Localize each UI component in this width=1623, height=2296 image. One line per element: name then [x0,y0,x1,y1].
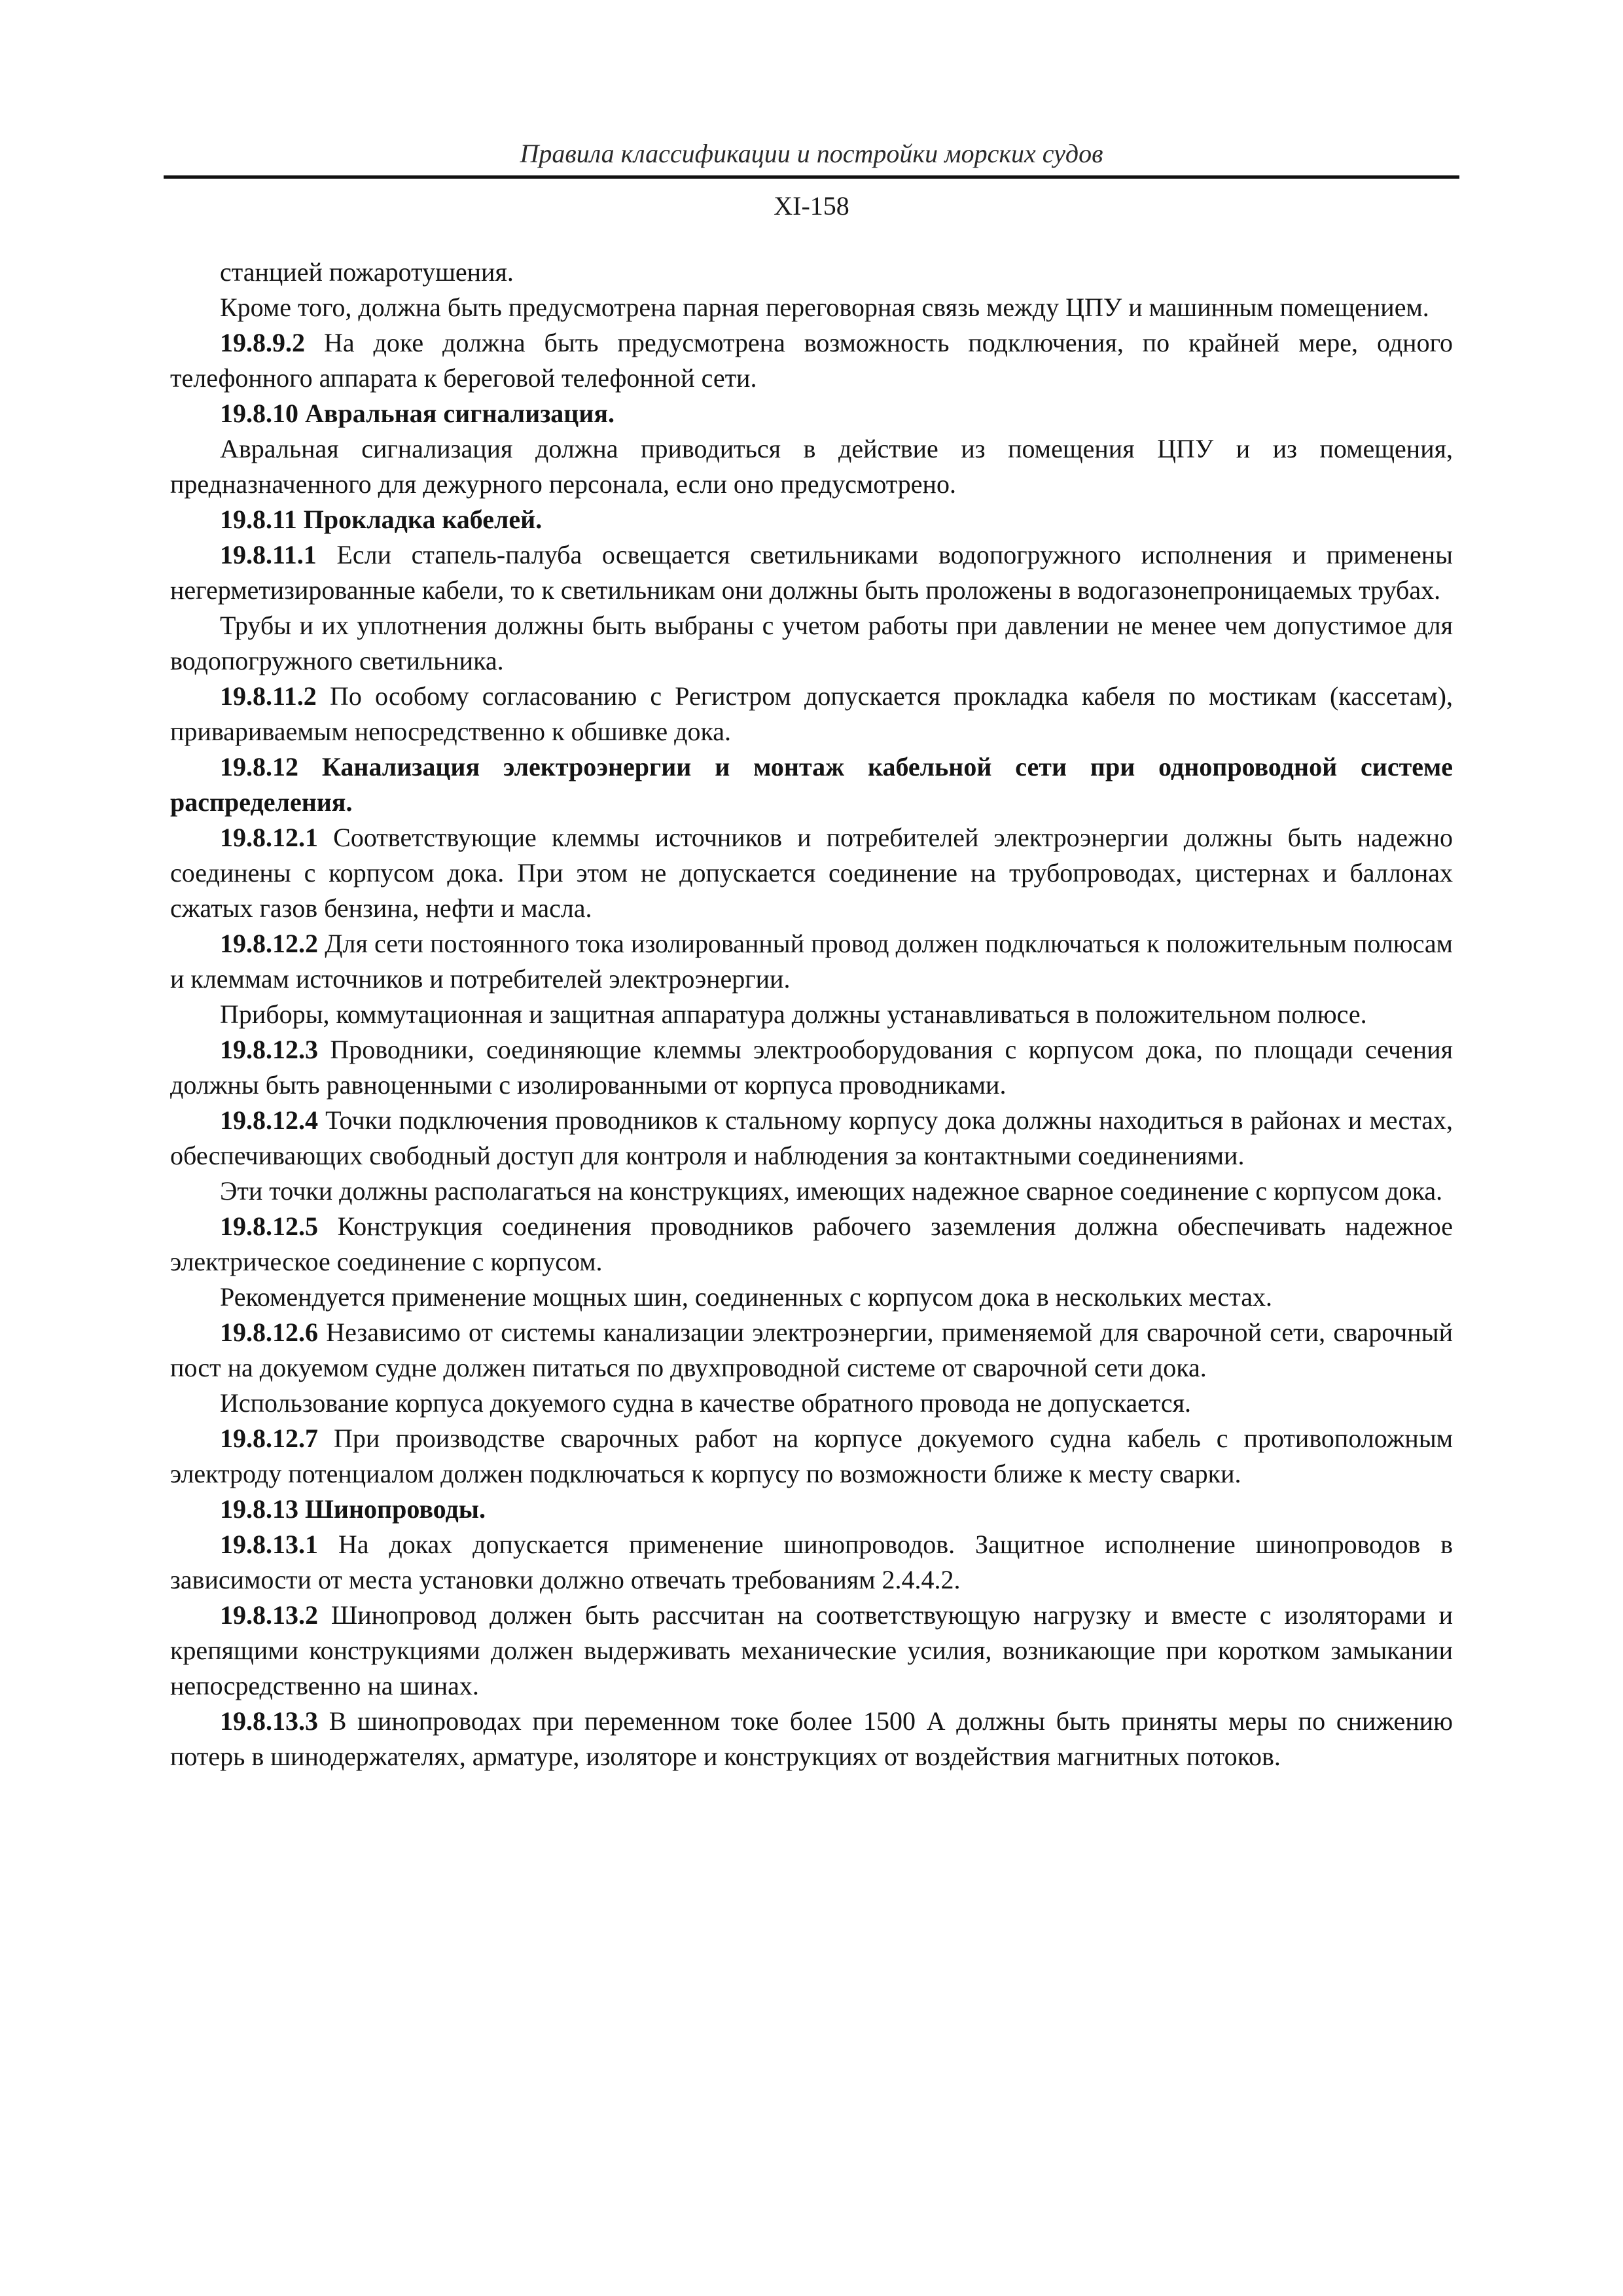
paragraph-text: По особому согласованию с Регистром допускается прокладка кабеля по мостикам (кассетам), привариваемым непосредственно к обшивке дока. [170,681,1453,746]
paragraph [170,325,1453,396]
paragraph [170,1174,1453,1209]
paragraph [170,820,1453,926]
clause-number: 19.8.12.7 [220,1424,318,1453]
clause-number: 19.8.12.4 [220,1105,318,1135]
paragraph [170,1421,1453,1492]
paragraph-text: Для сети постоянного тока изолированный провод должен подключаться к положительным полюсам и клеммам источников и потребителей электроэнергии. [170,929,1453,994]
paragraph-text: Конструкция соединения проводников рабочего заземления должна обеспечивать надежное электрическое соединение с корпусом. [170,1211,1453,1276]
header-rule [164,175,1459,179]
paragraph [170,1598,1453,1704]
paragraph [170,537,1453,608]
clause-number: 19.8.12.5 [220,1211,318,1241]
paragraph [170,1209,1453,1280]
paragraph [170,1032,1453,1103]
clause-number: 19.8.13.1 [220,1530,318,1559]
clause-number: 19.8.12.3 [220,1035,318,1064]
paragraph-text: Трубы и их уплотнения должны быть выбраны с учетом работы при давлении не менее чем допустимое для водопогружного светильника. [170,611,1453,675]
paragraph [170,679,1453,749]
clause-number: 19.8.12.2 [220,929,318,958]
section-heading: 19.8.10 Авральная сигнализация. [220,399,615,428]
paragraph [170,1315,1453,1386]
page-number: XI-158 [774,191,849,221]
paragraph [170,1386,1453,1421]
clause-number: 19.8.11.1 [220,540,317,569]
clause-number: 19.8.11.2 [220,681,317,711]
clause-number: 19.8.12.1 [220,823,318,852]
paragraph-text: Соответствующие клеммы источников и потребителей электроэнергии должны быть надежно соединены с корпусом дока. При этом не допускается соединение на трубопроводах, цистернах и баллонах сжатых газов бензина, нефти и масла. [170,823,1454,923]
paragraph [170,431,1453,502]
paragraph [170,1280,1453,1315]
clause-number: 19.8.13.3 [220,1706,318,1736]
paragraph-text: При производстве сварочных работ на корпусе докуемого судна кабель с противоположным электроду потенциалом должен подключаться к корпусу по возможности ближе к месту сварки. [170,1424,1454,1488]
paragraph-text: На доке должна быть предусмотрена возможность подключения, по крайней мере, одного телефонного аппарата к береговой телефонной сети. [170,328,1454,393]
paragraph [170,608,1453,679]
clause-number: 19.8.9.2 [220,328,305,357]
paragraph [170,1103,1453,1174]
running-header-title: Правила классификации и постройки морских судов [520,139,1103,168]
clause-number: 19.8.12.6 [220,1318,318,1347]
paragraph-text: Приборы, коммутационная и защитная аппаратура должны устанавливаться в положительном полюсе. [220,999,1367,1029]
paragraph-text: В шинопроводах при переменном токе более 1500 А должны быть приняты меры по снижению потерь в шинодержателях, арматуре, изоляторе и конструкциях от воздействия магнитных потоков. [170,1706,1454,1771]
clause-number: 19.8.13.2 [220,1600,318,1630]
paragraph-text: Авральная сигнализация должна приводиться в действие из помещения ЦПУ и из помещения, предназначенного для дежурного персонала, если оно предусмотрено. [170,434,1453,499]
section-heading: 19.8.11 Прокладка кабелей. [220,505,543,534]
paragraph-text: Использование корпуса докуемого судна в качестве обратного провода не допускается. [220,1388,1192,1418]
paragraph-text: станцией пожаротушения. [220,257,514,287]
paragraph [170,926,1453,997]
paragraph [170,1704,1453,1774]
paragraph-text: Рекомендуется применение мощных шин, соединенных с корпусом дока в нескольких местах. [220,1282,1273,1312]
paragraph-text: Если стапель-палуба освещается светильниками водопогружного исполнения и применены негерметизированные кабели, то к светильникам они должны быть проложены в водогазонепроницаемых трубах. [170,540,1454,605]
paragraph-text: Точки подключения проводников к стальному корпусу дока должны находиться в районах и местах, обеспечивающих свободный доступ для контроля и наблюдения за контактными соединениями. [170,1105,1453,1170]
paragraph-text: Эти точки должны располагаться на конструкциях, имеющих надежное сварное соединение с корпусом дока. [220,1176,1443,1206]
section-heading: 19.8.13 Шинопроводы. [220,1494,486,1524]
paragraph-text: Шинопровод должен быть рассчитан на соответствующую нагрузку и вместе с изоляторами и крепящими конструкциями должен выдерживать механические усилия, возникающие при коротком замыкании непосредственно на шинах. [170,1600,1454,1700]
document-body [170,255,1453,1774]
paragraph [170,1527,1453,1598]
section-heading: 19.8.12 Канализация электроэнергии и монтаж кабельной сети при однопроводной системе распределения. [170,752,1453,817]
paragraph-text: На доках допускается применение шинопроводов. Защитное исполнение шинопроводов в зависимости от места установки должно отвечать требованиям 2.4.4.2. [170,1530,1454,1594]
paragraph-text: Проводники, соединяющие клеммы электрооборудования с корпусом дока, по площади сечения должны быть равноценными с изолированными от корпуса проводниками. [170,1035,1454,1100]
paragraph-text: Независимо от системы канализации электроэнергии, применяемой для сварочной сети, сварочный пост на докуемом судне должен питаться по двухпроводной системе от сварочной сети дока. [170,1318,1453,1382]
paragraph [170,255,1453,290]
paragraph-text: Кроме того, должна быть предусмотрена парная переговорная связь между ЦПУ и машинным помещением. [220,293,1429,322]
paragraph [170,997,1453,1032]
paragraph [170,290,1453,325]
